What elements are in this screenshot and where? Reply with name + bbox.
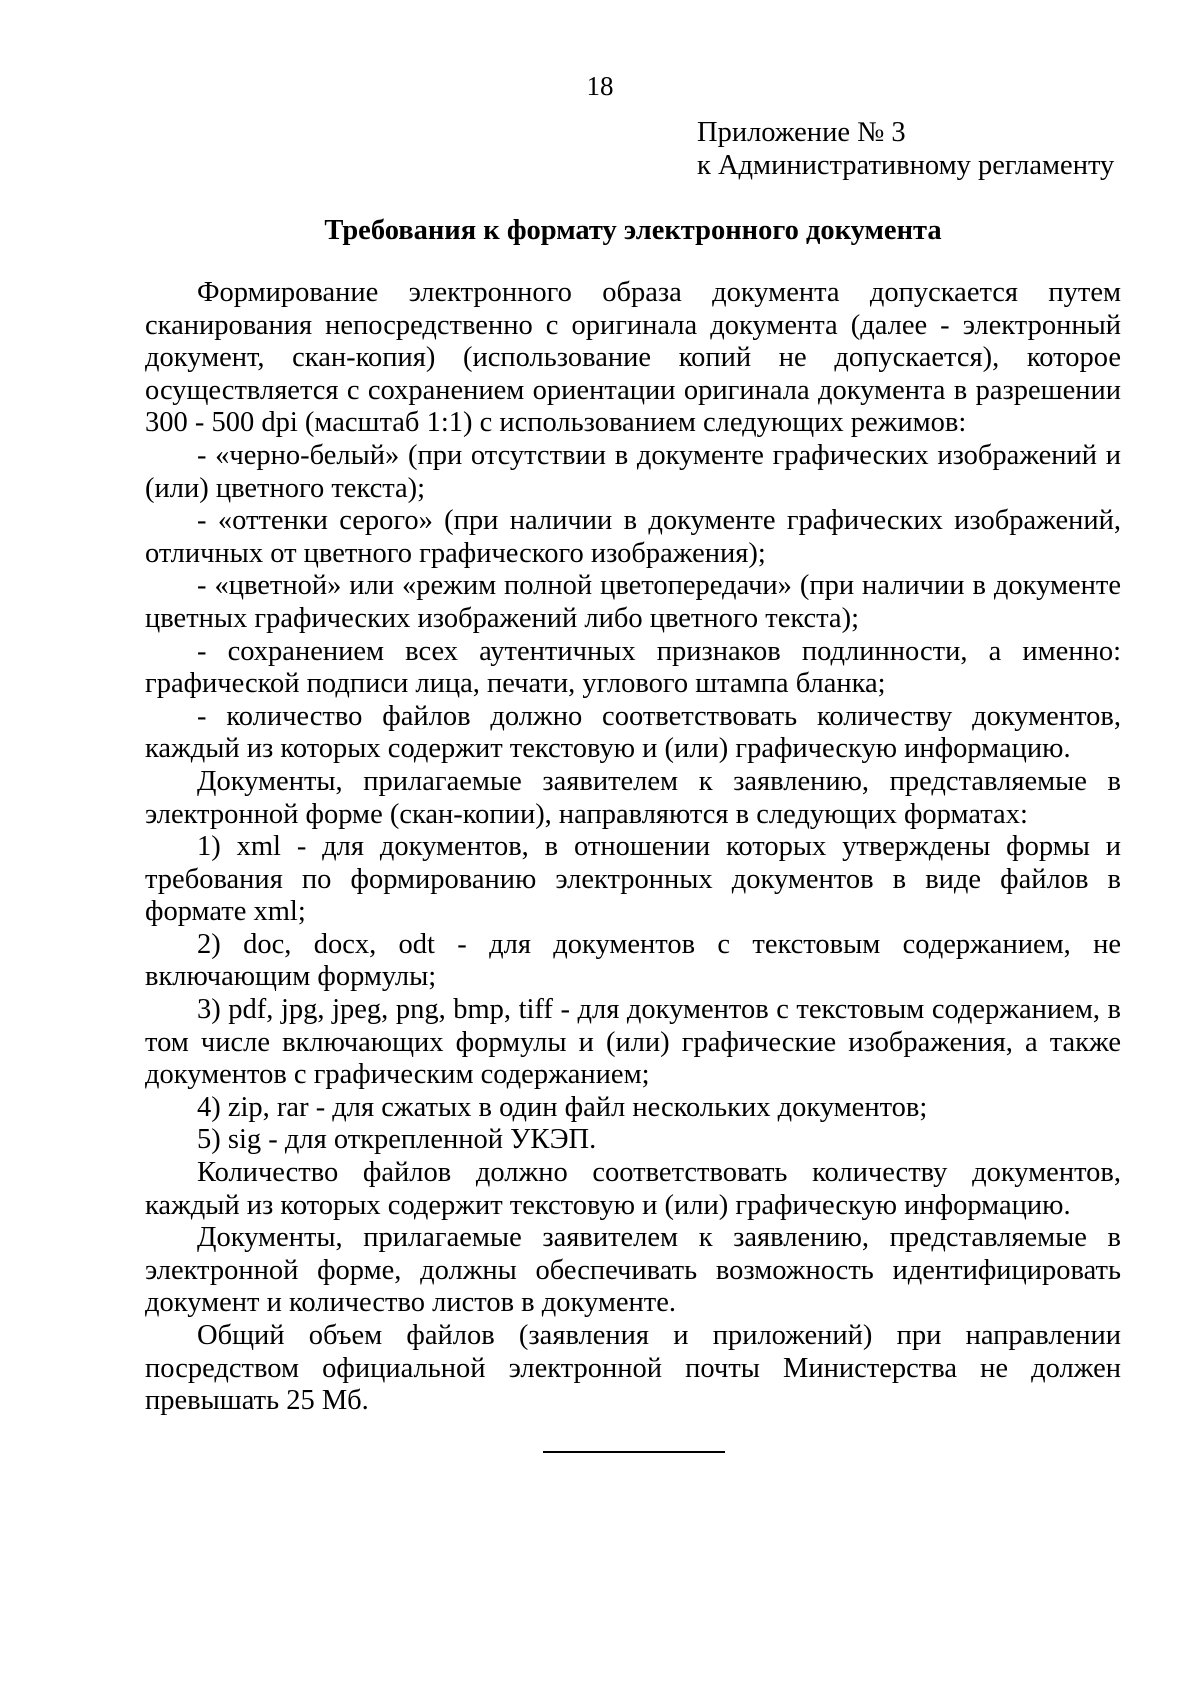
paragraph-authenticity: - сохранением всех аутентичных признаков подлинности, а именно: графической подписи лица, печати, углового штампа бланка; bbox=[145, 635, 1121, 700]
paragraph-size-limit: Общий объем файлов (заявления и приложений) при направлении посредством официальной электронной почты Министерства не должен превышать 25 Мб. bbox=[145, 1320, 1121, 1417]
document-body bbox=[145, 277, 1121, 1418]
paragraph-format-xml: 1) xml - для документов, в отношении которых утверждены формы и требования по формированию электронных документов в виде файлов в формате xml; bbox=[145, 831, 1121, 928]
appendix-regulation: к Административному регламенту bbox=[697, 150, 1115, 181]
appendix-reference bbox=[697, 116, 1114, 182]
paragraph-mode-black-white: - «черно-белый» (при отсутствии в документе графических изображений и (или) цветного текста); bbox=[145, 439, 1121, 504]
paragraph-format-zip: 4) zip, rar - для сжатых в один файл нескольких документов; bbox=[197, 1091, 928, 1123]
paragraph-mode-color: - «цветной» или «режим полной цветопередачи» (при наличии в документе цветных графических изображений либо цветного текста); bbox=[145, 570, 1121, 634]
paragraph-mode-grayscale: - «оттенки серого» (при наличии в документе графических изображений, отличных от цветного графического изображения); bbox=[145, 505, 1121, 569]
document-title: Требования к формату электронного документа bbox=[324, 215, 942, 246]
paragraph-identification: Документы, прилагаемые заявителем к заявлению, представляемые в электронной форме, должны обеспечивать возможность идентифицировать документ и количество листов в документе. bbox=[145, 1222, 1121, 1319]
appendix-label: Приложение № 3 bbox=[697, 117, 906, 148]
paragraph-file-count-rule: Количество файлов должно соответствовать количеству документов, каждый из которых содержит текстовую и (или) графическую информацию. bbox=[145, 1157, 1121, 1221]
page-number: 18 bbox=[586, 71, 614, 101]
paragraph-format-sig: 5) sig - для открепленной УКЭП. bbox=[197, 1124, 597, 1156]
paragraph-format-doc: 2) doc, docx, odt - для документов с текстовым содержанием, не включающим формулы; bbox=[145, 928, 1121, 993]
paragraph-scan-requirements: Формирование электронного образа документа допускается путем сканирования непосредственно с оригинала документа (далее - электронный документ, скан-копия) (использование копий не допускается), которое осуществляется с сохранением ориентации оригинала документа в разрешении 300 - 500 dpi (масштаб 1:1) с использованием следующих режимов: bbox=[145, 277, 1121, 439]
paragraph-format-pdf: 3) pdf, jpg, jpeg, png, bmp, tiff - для документов с текстовым содержанием, в том числе включающих формулы и (или) графические изображения, а также документов с графическим содержанием; bbox=[145, 994, 1121, 1091]
closing-separator-line bbox=[543, 1451, 725, 1453]
paragraph-formats-intro: Документы, прилагаемые заявителем к заявлению, представляемые в электронной форме (скан-копии), направляются в следующих форматах: bbox=[145, 765, 1121, 830]
paragraph-file-count: - количество файлов должно соответствовать количеству документов, каждый из которых содержит текстовую и (или) графическую информацию. bbox=[145, 700, 1121, 765]
